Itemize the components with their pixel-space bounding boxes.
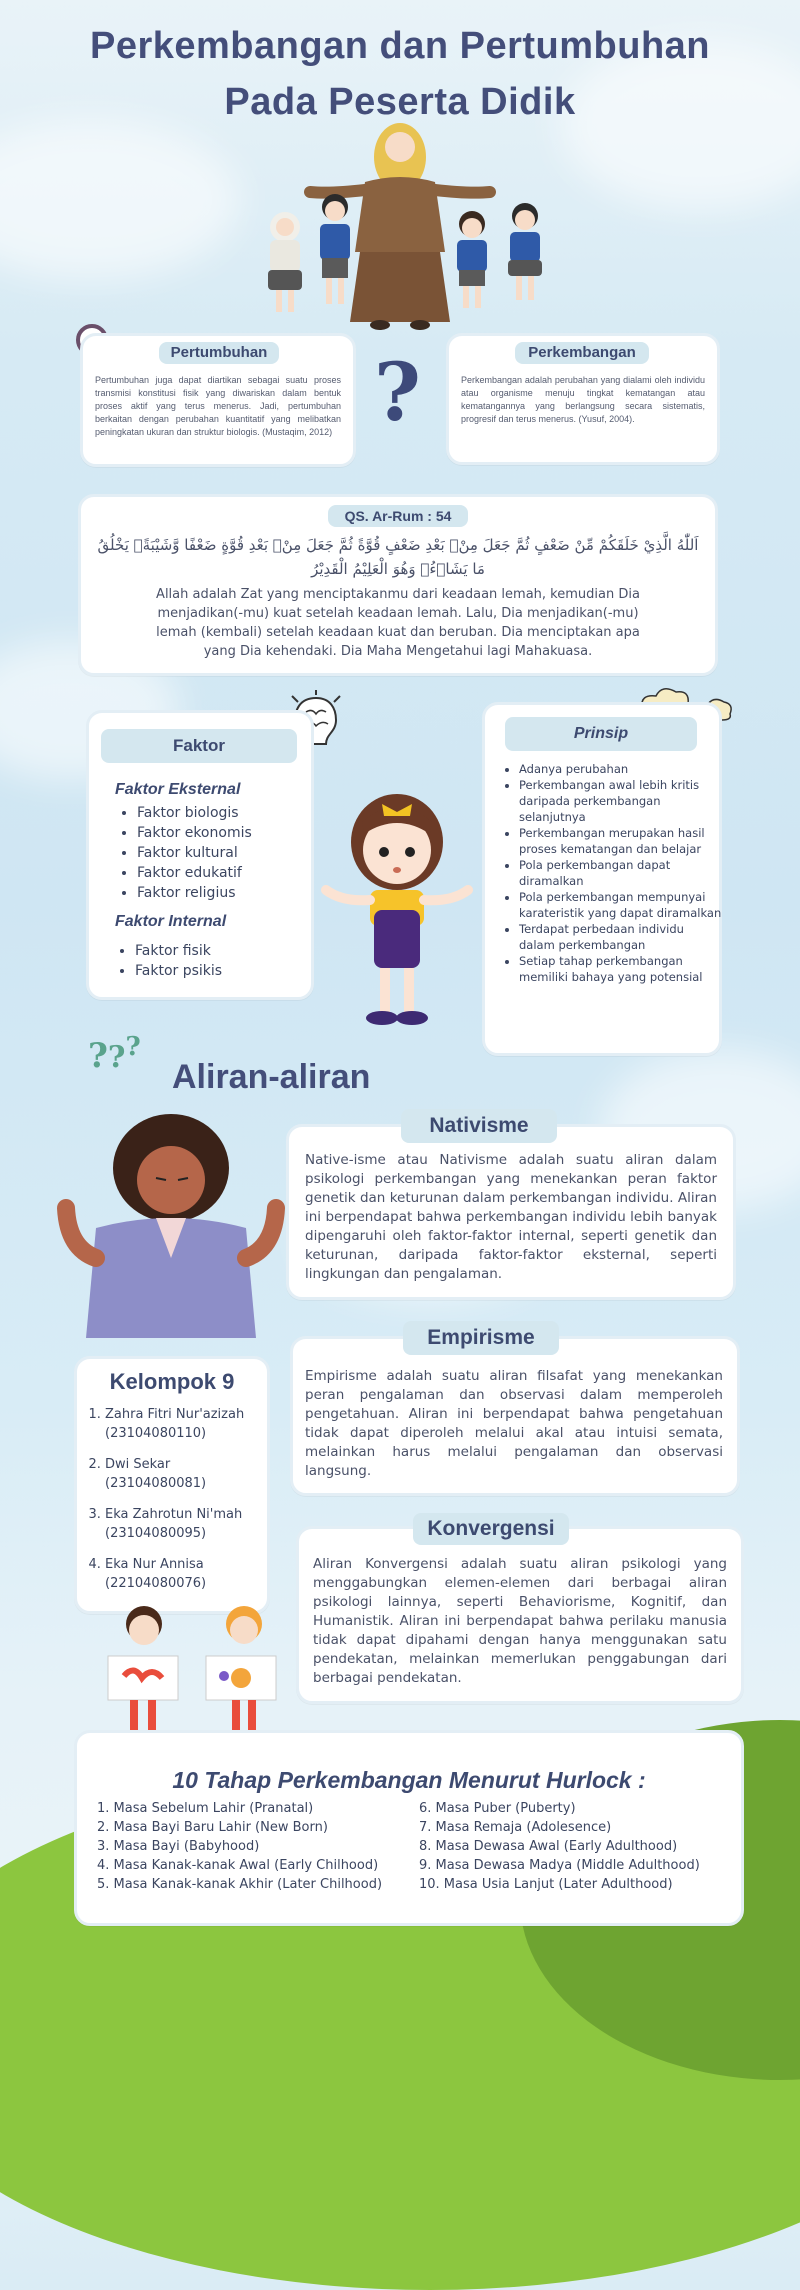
list-item: • Faktor biologis: [137, 803, 252, 823]
list-item: • Terdapat perbedaan individu dalam perkembangan: [519, 921, 723, 953]
list-item: 5. Masa Kanak-kanak Akhir (Later Chilhood): [97, 1877, 383, 1892]
list-item: 10. Masa Usia Lanjut (Later Adulthood): [419, 1877, 673, 1892]
faktor-internal-title: Faktor Internal: [115, 913, 227, 930]
perkembangan-text: Perkembangan adalah perubahan yang dialami oleh individu atau organisme menuju tingkat kematangan atau kematangannya yang berlangsung secara sistematis, progresif dan terus menerus. (Yusuf, 2004).: [461, 375, 705, 424]
child-figure: [268, 212, 302, 312]
child-figure: [320, 194, 350, 304]
nativisme-text: Native-isme atau Nativisme adalah suatu aliran dalam psikologi perkembangan yang menekankan peran faktor genetik dan keturunan dalam perkembangan individu. Aliran ini berpendapat bahwa perkembangan individu lebih banyak dipengaruhi oleh faktor-faktor internal, seperti genetik dan keturunan, daripada faktor-faktor eksternal, seperti lingkungan dan pengalaman.: [305, 1152, 717, 1282]
quran-label: QS. Ar-Rum : 54: [328, 505, 468, 527]
list-item: 9. Masa Dewasa Madya (Middle Adulthood): [419, 1858, 700, 1873]
empirisme-text: Empirisme adalah suatu aliran filsafat yang menekankan peran pengalaman dan observasi dalam memperoleh pengetahuan. Aliran ini berpendapat bahwa pengetahuan tidak dapat diperoleh melalui akal atau intuisi semata, melainkan harus melalui pengalaman dan observasi langsung.: [305, 1368, 723, 1479]
faktor-card: [86, 710, 314, 1000]
kids-painting-illustration: [96, 1596, 296, 1746]
title-line-2: Pada Peserta Didik: [224, 81, 576, 123]
member-item: 4. Eka Nur Annisa (22104080076): [105, 1555, 275, 1593]
aliran-title: Aliran-aliran: [172, 1058, 371, 1096]
hurlock-right-list: [419, 1799, 700, 1894]
nativisme-label: Nativisme: [401, 1109, 557, 1143]
prinsip-list: [501, 761, 723, 985]
quran-arabic: اَللّٰهُ الَّذِيْ خَلَقَكُمْ مِّنْ ضَعْفٍ ثُمَّ جَعَلَ مِنْۢ بَعْدِ ضَعْفٍ قُوَّةً ثُمَّ جَعَلَ مِنْۢ بَعْدِ قُوَّةٍ ضَعْفًا وَّشَيْبَةًۗ يَخْلُقُ مَا يَشَاۤءُۚ وَهُوَ الْعَلِيْمُ الْقَدِيْرُ: [97, 536, 699, 578]
empirisme-card: [290, 1326, 740, 1496]
hurlock-card: [74, 1730, 744, 1926]
list-item: • Adanya perubahan: [519, 761, 723, 777]
list-item: • Setiap tahap perkembangan memiliki bahaya yang potensial: [519, 953, 723, 985]
konvergensi-label: Konvergensi: [413, 1513, 569, 1545]
list-item: 4. Masa Kanak-kanak Awal (Early Chilhood): [97, 1858, 379, 1873]
list-item: 7. Masa Remaja (Adolesence): [419, 1820, 612, 1835]
prinsip-label: Prinsip: [505, 717, 697, 751]
child-figure: [508, 203, 542, 300]
kelompok-members: [89, 1405, 275, 1593]
perkembangan-label: Perkembangan: [515, 342, 649, 364]
hurlock-left-list: [97, 1799, 382, 1894]
frustrated-woman-illustration: [56, 1108, 286, 1338]
member-item: 2. Dwi Sekar (23104080081): [105, 1455, 275, 1493]
faktor-eksternal-list: [119, 803, 252, 903]
list-item: • Faktor religius: [137, 883, 252, 903]
konvergensi-card: [296, 1517, 744, 1704]
kelompok-title: Kelompok 9: [109, 1369, 235, 1394]
list-item: • Perkembangan awal lebih kritis daripada perkembangan selanjutnya: [519, 777, 723, 825]
kelompok-card: [74, 1356, 270, 1614]
list-item: • Pola perkembangan mempunyai karateristik yang dapat diramalkan: [519, 889, 723, 921]
child-figure: [457, 211, 487, 308]
list-item: 3. Masa Bayi (Babyhood): [97, 1839, 260, 1854]
quran-translation: Allah adalah Zat yang menciptakanmu dari keadaan lemah, kemudian Dia menjadikan(-mu) kuat setelah keadaan lemah. Lalu, Dia menjadikan(-mu) lemah (kembali) setelah keadaan kuat dan beruban. Dia menciptakan apa yang Dia kehendaki. Dia Maha Mengetahui lagi Mahakuasa.: [156, 587, 640, 659]
faktor-internal-list: [117, 941, 222, 981]
list-item: • Faktor kultural: [137, 843, 252, 863]
member-item: 1. Zahra Fitri Nur'azizah (23104080110): [105, 1405, 275, 1443]
perkembangan-card: [446, 333, 720, 465]
list-item: • Faktor fisik: [135, 941, 222, 961]
question-mark-icon: ?: [374, 345, 421, 439]
list-item: 8. Masa Dewasa Awal (Early Adulthood): [419, 1839, 678, 1854]
list-item: • Pola perkembangan dapat diramalkan: [519, 857, 723, 889]
list-item: • Faktor edukatif: [137, 863, 252, 883]
list-item: 1. Masa Sebelum Lahir (Pranatal): [97, 1801, 314, 1816]
konvergensi-text: Aliran Konvergensi adalah suatu aliran psikologi yang menggabungkan elemen-elemen dari berbagai aliran psikologi lainnya, seperti Behaviorisme, Kognitif, dan Humanistik. Aliran ini berpendapat bahwa perilaku manusia tidak dapat dipahami dengan hanya menggunakan satu pendekatan, melainkan memerlukan penggabungan dari berbagai pendekatan.: [313, 1556, 727, 1686]
list-item: 2. Masa Bayi Baru Lahir (New Born): [97, 1820, 328, 1835]
nativisme-card: [286, 1114, 736, 1300]
list-item: • Perkembangan merupakan hasil proses kematangan dan belajar: [519, 825, 723, 857]
faktor-label: Faktor: [101, 729, 297, 763]
prinsip-card: [482, 702, 722, 1056]
hurlock-title: 10 Tahap Perkembangan Menurut Hurlock :: [172, 1767, 646, 1793]
title-line-1: Perkembangan dan Pertumbuhan: [89, 25, 710, 67]
empirisme-label: Empirisme: [403, 1321, 559, 1355]
member-item: 3. Eka Zahrotun Ni'mah (23104080095): [105, 1505, 275, 1543]
pertumbuhan-text: Pertumbuhan juga dapat diartikan sebagai suatu proses transmisi konstitusi fisik yang diwariskan dalam bentuk proses aktif yang terus menerus. Jadi, pertumbuhan berkaitan dengan perubahan kuantitatif yang melibatkan peningkatan ukuran dan struktur biologis. (Mustaqim, 2012): [95, 375, 341, 437]
list-item: • Faktor psikis: [135, 961, 222, 981]
quran-card: [78, 494, 718, 676]
question-marks-icon: ???: [88, 1032, 141, 1076]
teacher-children-illustration: [240, 112, 570, 337]
pertumbuhan-card: [80, 333, 356, 467]
pertumbuhan-label: Pertumbuhan: [159, 342, 279, 364]
list-item: • Faktor ekonomis: [137, 823, 252, 843]
list-item: 6. Masa Puber (Puberty): [419, 1801, 576, 1816]
faktor-eksternal-title: Faktor Eksternal: [115, 781, 241, 798]
confused-girl-illustration: [312, 782, 482, 1046]
